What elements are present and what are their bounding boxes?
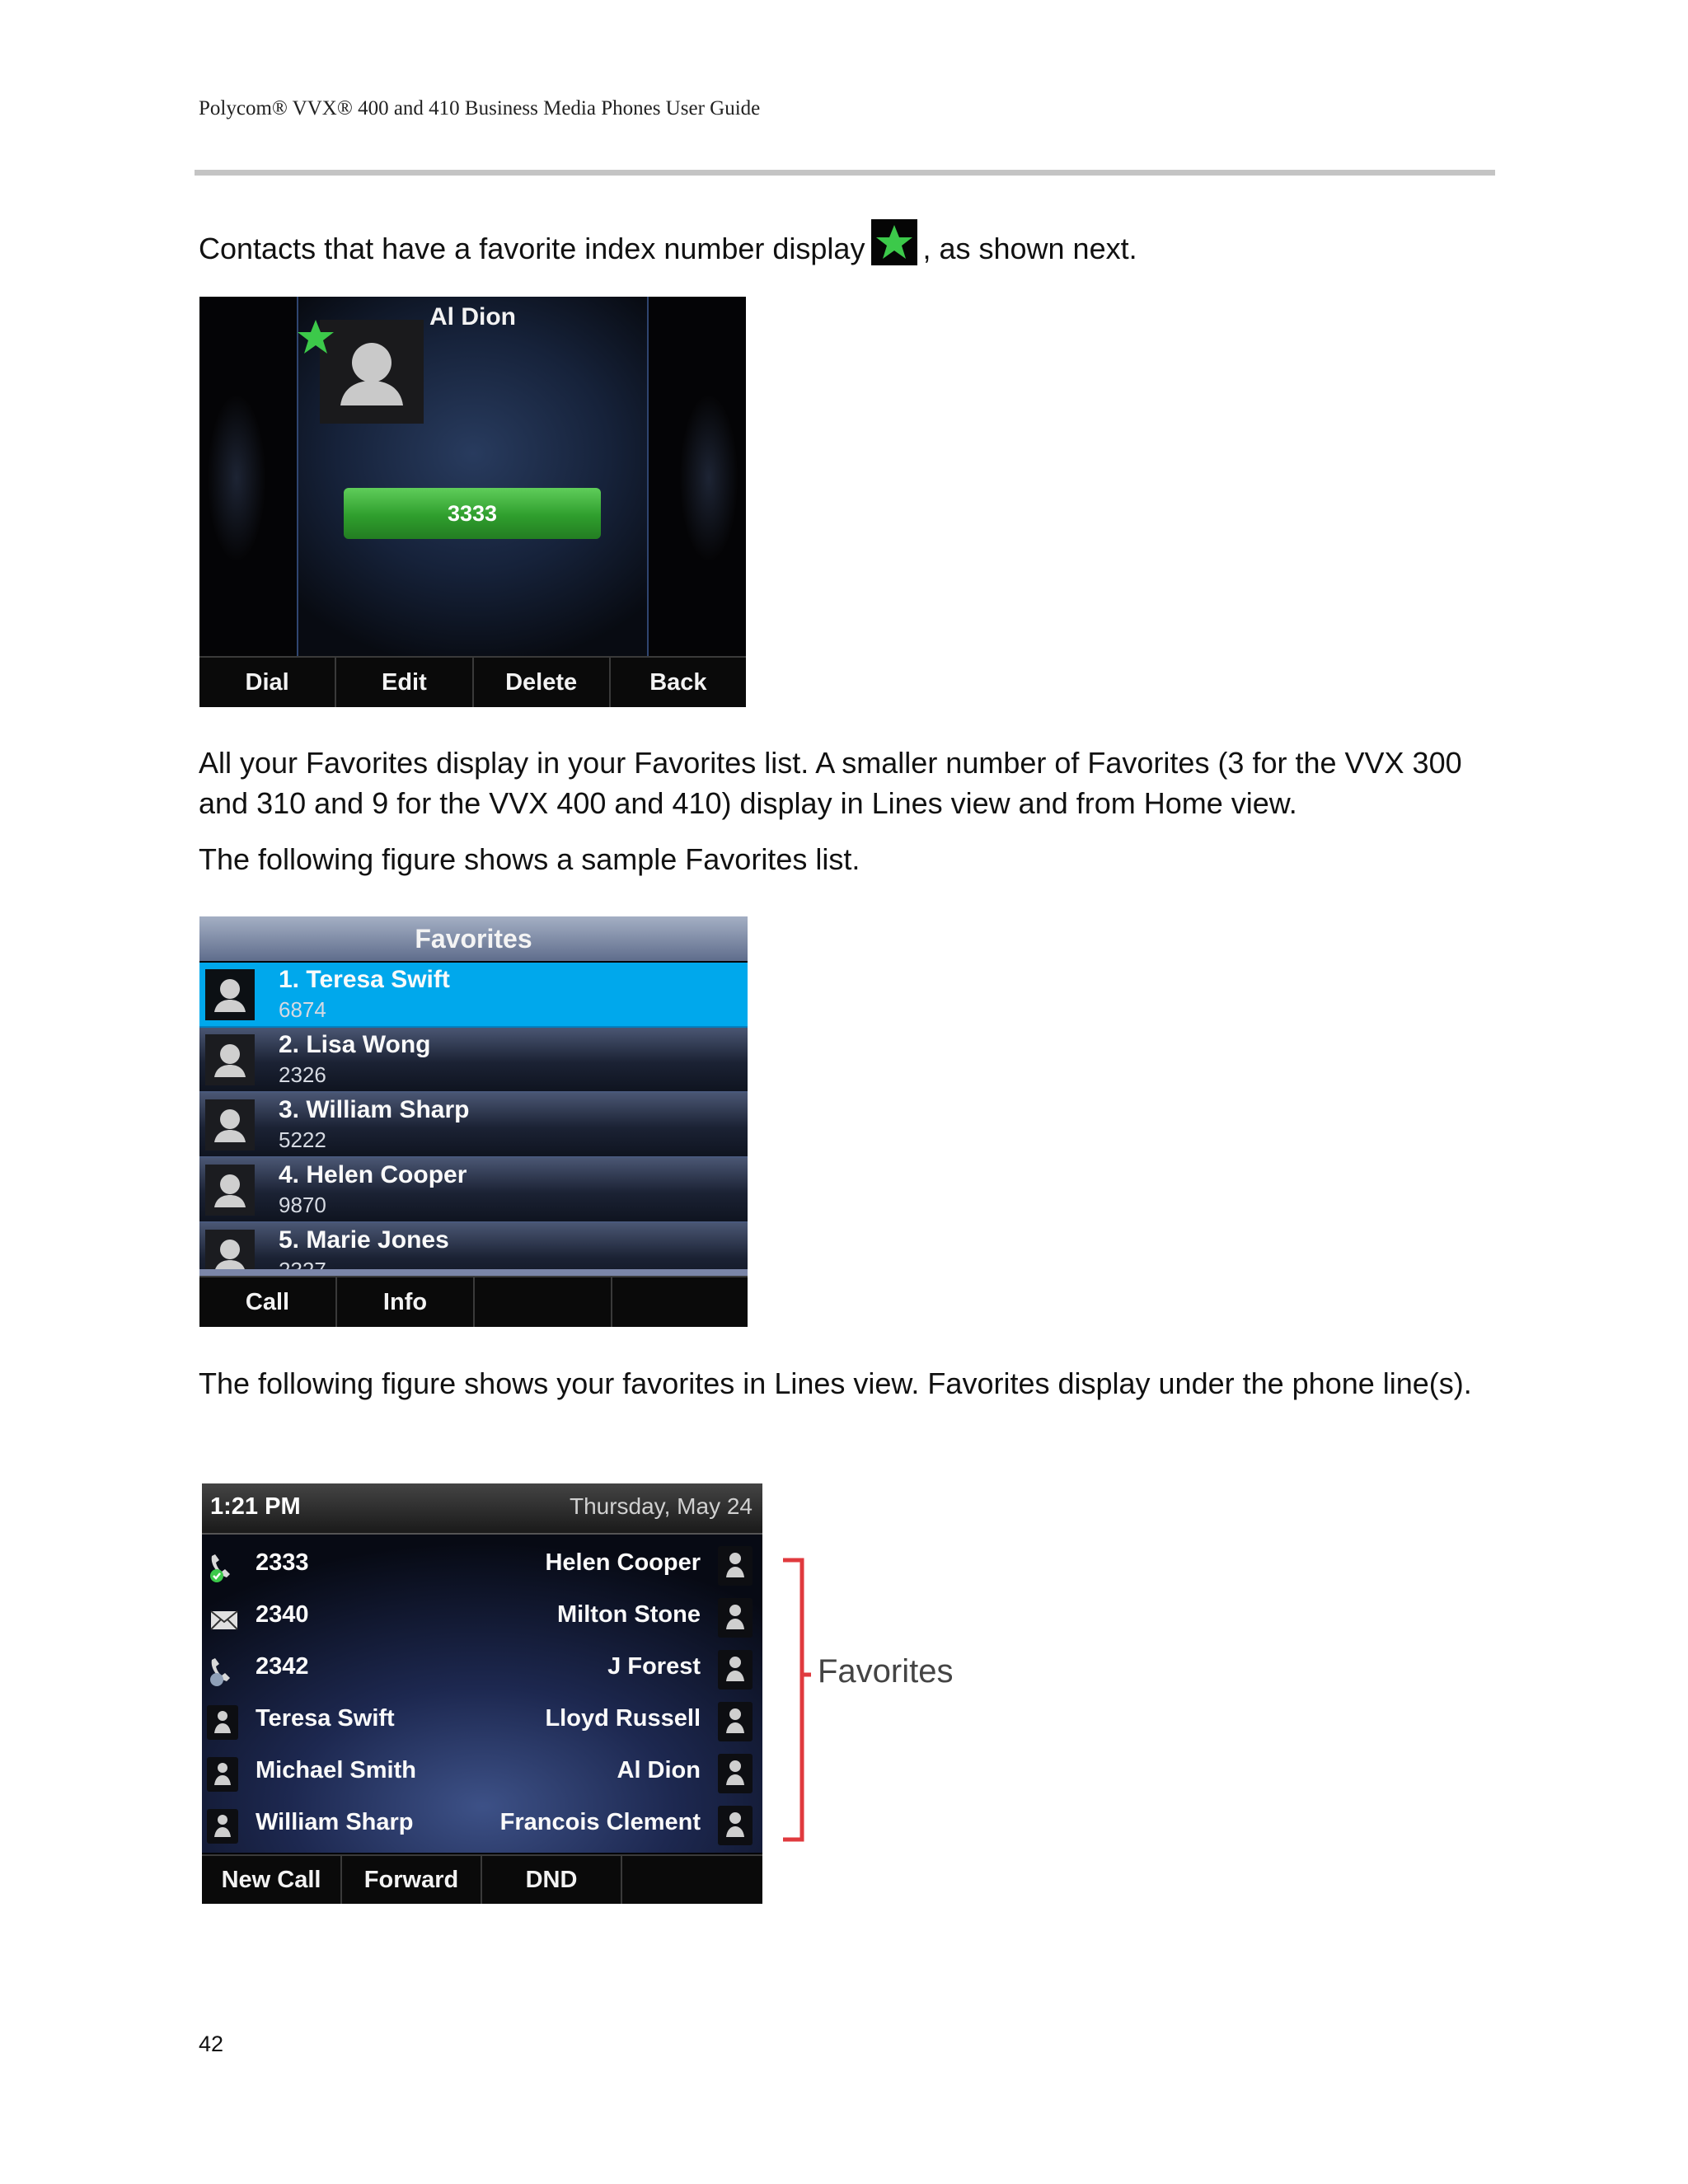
line-row	[202, 1801, 762, 1849]
favorite-extension: 2326	[279, 1062, 326, 1087]
softkey-bar	[202, 1854, 762, 1904]
softkey-dnd[interactable]: DND	[482, 1856, 622, 1904]
favorite-star-icon	[871, 219, 917, 265]
status-bar	[202, 1483, 762, 1535]
contact-icon	[718, 1546, 753, 1586]
contact-icon	[207, 1809, 238, 1844]
line-row	[202, 1593, 762, 1641]
contact-icon	[718, 1702, 753, 1741]
softkey-forward[interactable]: Forward	[342, 1856, 482, 1904]
line-row	[202, 1749, 762, 1797]
contact-name: Al Dion	[429, 303, 516, 330]
contact-avatar-icon	[205, 1034, 255, 1085]
contact-detail-screenshot	[199, 297, 746, 707]
status-date: Thursday, May 24	[569, 1493, 753, 1519]
softkey-empty	[475, 1277, 612, 1327]
contact-icon	[718, 1650, 753, 1690]
favorite-name: 5. Marie Jones	[279, 1226, 449, 1254]
line-label[interactable]: 2340	[256, 1601, 309, 1628]
favorite-label[interactable]: William Sharp	[256, 1809, 414, 1835]
status-time: 1:21 PM	[210, 1493, 301, 1520]
contact-icon	[207, 1757, 238, 1792]
favorite-label[interactable]: J Forest	[607, 1653, 701, 1680]
favorites-title: Favorites	[199, 916, 748, 961]
favorite-label[interactable]: Al Dion	[617, 1757, 701, 1783]
message-envelope-icon	[207, 1601, 238, 1636]
paragraph-favorite-index	[199, 219, 1137, 269]
favorite-label[interactable]: Lloyd Russell	[545, 1705, 701, 1732]
favorite-extension: 5222	[279, 1127, 326, 1152]
phone-line-icon	[207, 1653, 238, 1688]
softkey-delete[interactable]: Delete	[474, 658, 611, 707]
favorite-label[interactable]: Francois Clement	[499, 1809, 701, 1835]
paragraph-text: Contacts that have a favorite index number display	[199, 232, 865, 265]
favorite-extension: 9870	[279, 1193, 326, 1217]
line-row	[202, 1541, 762, 1589]
softkey-bar	[199, 656, 746, 707]
line-label[interactable]: 2333	[256, 1549, 309, 1576]
favorites-annotation-label: Favorites	[818, 1653, 954, 1690]
document-header-title: Polycom® VVX® 400 and 410 Business Media Phones User Guide	[199, 97, 761, 120]
favorite-item[interactable]	[199, 1093, 748, 1158]
softkey-edit[interactable]: Edit	[336, 658, 473, 707]
softkey-new-call[interactable]: New Call	[202, 1856, 342, 1904]
favorite-label[interactable]: Teresa Swift	[256, 1705, 395, 1732]
contact-avatar-icon	[205, 969, 255, 1020]
contact-icon	[718, 1598, 753, 1638]
favorite-item[interactable]	[199, 1028, 748, 1093]
favorite-label[interactable]: Milton Stone	[557, 1601, 701, 1628]
contact-number-button[interactable]: 3333	[344, 488, 601, 539]
favorite-item[interactable]	[199, 963, 748, 1028]
softkey-call[interactable]: Call	[199, 1277, 337, 1327]
favorite-label[interactable]: Michael Smith	[256, 1757, 416, 1783]
favorite-name: 4. Helen Cooper	[279, 1161, 467, 1188]
contact-avatar-icon	[320, 320, 424, 424]
favorites-list	[199, 963, 748, 1269]
paragraph-favorites-list: All your Favorites display in your Favorites list. A smaller number of Favorites (3 for the VVX 300 and 310 and 9 for the VVX 400 and 410) display in Lines view and from Home view.	[199, 746, 1462, 820]
favorite-name: 1. Teresa Swift	[279, 966, 450, 993]
contact-icon	[718, 1754, 753, 1793]
softkey-dial[interactable]: Dial	[199, 658, 336, 707]
line-row	[202, 1645, 762, 1693]
favorite-name: 2. Lisa Wong	[279, 1031, 431, 1058]
contact-icon	[207, 1705, 238, 1740]
header-divider	[195, 170, 1495, 176]
paragraph-text: , as shown next.	[922, 232, 1137, 265]
lines-area	[202, 1535, 762, 1853]
contact-avatar-icon	[205, 1099, 255, 1151]
favorite-label[interactable]: Helen Cooper	[545, 1549, 701, 1576]
favorite-star-icon	[297, 318, 335, 360]
line-row	[202, 1697, 762, 1745]
softkey-back[interactable]: Back	[649, 669, 707, 696]
page-number: 42	[199, 2032, 224, 2056]
phone-registered-icon	[207, 1549, 238, 1584]
line-label[interactable]: 2342	[256, 1653, 309, 1680]
left-side-pane	[199, 297, 298, 658]
paragraph-lines-view: The following figure shows your favorites in Lines view. Favorites display under the phone line(s).	[199, 1366, 1472, 1400]
right-side-pane	[647, 297, 746, 658]
lines-view-screenshot	[202, 1483, 762, 1904]
favorite-extension: 6874	[279, 997, 326, 1022]
softkey-bar	[199, 1276, 748, 1327]
softkey-info[interactable]: Info	[337, 1277, 475, 1327]
paragraph-sample-list: The following figure shows a sample Favorites list.	[199, 842, 860, 876]
favorite-item[interactable]	[199, 1158, 748, 1223]
favorites-bracket	[781, 1558, 814, 1842]
favorites-list-screenshot	[199, 916, 748, 1327]
contact-avatar-icon	[205, 1165, 255, 1216]
contact-icon	[718, 1806, 753, 1845]
favorite-name: 3. William Sharp	[279, 1096, 470, 1123]
